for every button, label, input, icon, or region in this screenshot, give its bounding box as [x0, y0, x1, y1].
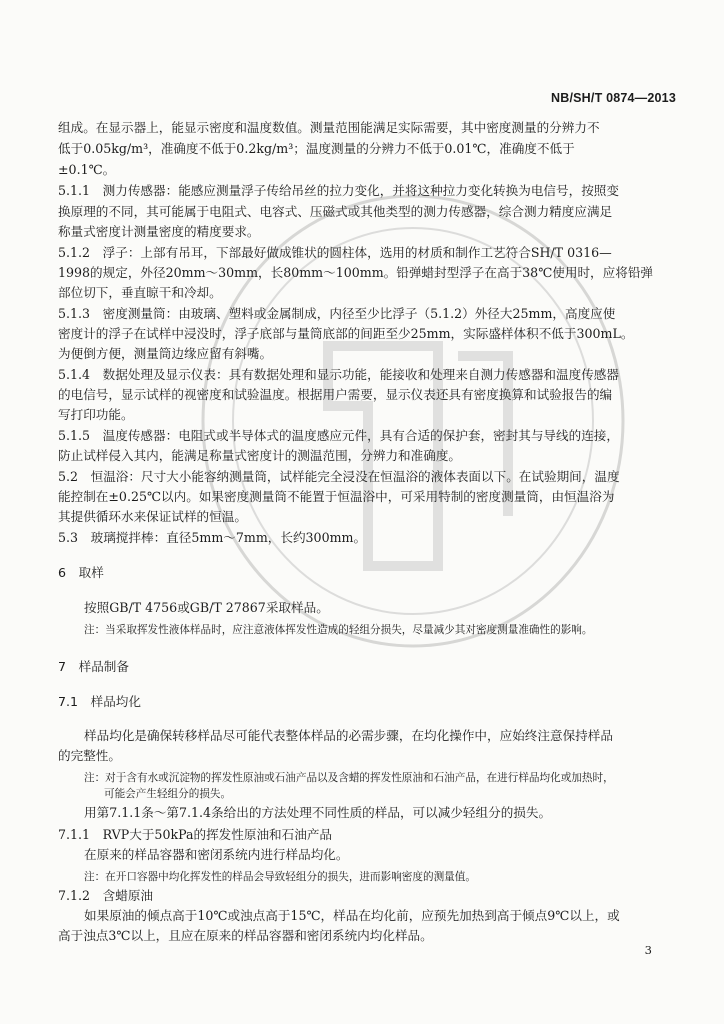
text-line: 5.3 玻璃搅拌棒：直径5mm～7mm，长约300mm。: [58, 530, 367, 545]
text-line: 5.1.2 浮子：上部有吊耳，下部最好做成锥状的圆柱体，选用的材质和制作工艺符合SH/T 0316—: [58, 245, 612, 260]
text-line: 部位切下，垂直晾干和冷却。: [58, 285, 222, 300]
text-line: 按照GB/T 4756或GB/T 27867采取样品。: [84, 600, 329, 615]
text-line: 防止试样侵入其内，能满足称量式密度计的测温范围，分辨力和准确度。: [58, 448, 461, 463]
text-line: 样品均化是确保转移样品尽可能代表整体样品的必需步骤，在均化操作中，应始终注意保持样品: [84, 728, 613, 743]
note-line: 注：在开口容器中均化挥发性的样品会导致轻组分的损失，进而影响密度的测量值。: [84, 871, 476, 883]
text-line: 能控制在±0.25℃以内。如果密度测量筒不能置于恒温浴中，可采用特制的密度测量筒，由恒温浴为: [58, 489, 615, 504]
page-number: 3: [644, 943, 652, 957]
section-heading: 7 样品制备: [58, 659, 129, 674]
text-line: 换原理的不同，其可能属于电阻式、电容式、压磁式或其他类型的测力传感器，综合测力精度应满足: [58, 204, 613, 219]
text-line: 高于浊点3℃以上，且应在原来的样品容器和密闭系统内均化样品。: [58, 928, 433, 943]
text-line: 1998的规定，外径20mm～30mm，长80mm～100mm。铅弹蜡封型浮子在高于38℃使用时，应将铅弹: [58, 265, 654, 280]
text-line: 在原来的样品容器和密闭系统内进行样品均化。: [84, 847, 349, 862]
text-line: ±0.1℃。: [58, 162, 116, 177]
standard-code: NB/SH/T 0874—2013: [551, 91, 676, 105]
subsection-heading: 7.1.2 含蜡原油: [58, 888, 154, 903]
text-line: 低于0.05kg/m³，准确度不低于0.2kg/m³；温度测量的分辨力不低于0.01℃，准确度不低于: [58, 141, 575, 156]
note-line: 可能会产生轻组分的损失。: [104, 788, 232, 800]
text-line: 组成。在显示器上，能显示密度和温度数值。测量范围能满足实际需要，其中密度测量的分辨力不: [58, 120, 600, 135]
text-line: 如果原油的倾点高于10℃或浊点高于15℃，样品在均化前，应预先加热到高于倾点9℃以上，或: [84, 908, 620, 923]
note-line: 注：当采取挥发性液体样品时，应注意液体挥发性造成的轻组分损失，尽量减少其对密度测量准确性的影响。: [84, 624, 593, 636]
text-line: 5.1.4 数据处理及显示仪表：具有数据处理和显示功能，能接收和处理来自测力传感器和温度传感器: [58, 367, 619, 382]
text-line: 其提供循环水来保证试样的恒温。: [58, 509, 247, 524]
section-heading: 7.1 样品均化: [58, 694, 141, 709]
text-line: 密度计的浮子在试样中浸没时，浮子底部与量筒底部的间距至少25mm，实际盛样体积不低于300mL。: [58, 326, 634, 341]
text-line: 称量式密度计测量密度的精度要求。: [58, 224, 260, 239]
section-heading: 6 取样: [58, 565, 104, 580]
text-line: 写打印功能。: [58, 407, 134, 422]
text-line: 5.1.5 温度传感器：电阻式或半导体式的温度感应元件，具有合适的保护套，密封其与导线的连接，: [58, 428, 619, 443]
subsection-heading: 7.1.1 RVP大于50kPa的挥发性原油和石油产品: [58, 827, 333, 842]
text-line: 5.2 恒温浴：尺寸大小能容纳测量筒，试样能完全浸没在恒温浴的液体表面以下。在试验期间，温度: [58, 469, 620, 484]
text-line: 的电信号，显示试样的视密度和试验温度。根据用户需要，显示仪表还具有密度换算和试验报告的编: [58, 387, 613, 402]
text-line: 为便倒方便，测量筒边缘应留有斜嘴。: [58, 346, 273, 361]
note-line: 注：对于含有水或沉淀物的挥发性原油或石油产品以及含蜡的挥发性原油和石油产品，在进行样品均化或加热时，: [84, 772, 614, 784]
text-line: 的完整性。: [58, 748, 121, 763]
text-line: 用第7.1.1条～第7.1.4条给出的方法处理不同性质的样品，可以减少轻组分的损失。: [84, 805, 552, 820]
text-line: 5.1.1 测力传感器：能感应测量浮子传给吊丝的拉力变化，并将这种拉力变化转换为电信号，按照变: [58, 183, 619, 198]
text-line: 5.1.3 密度测量筒：由玻璃、塑料或金属制成，内径至少比浮子（5.1.2）外径大25mm，高度应使: [58, 306, 616, 321]
